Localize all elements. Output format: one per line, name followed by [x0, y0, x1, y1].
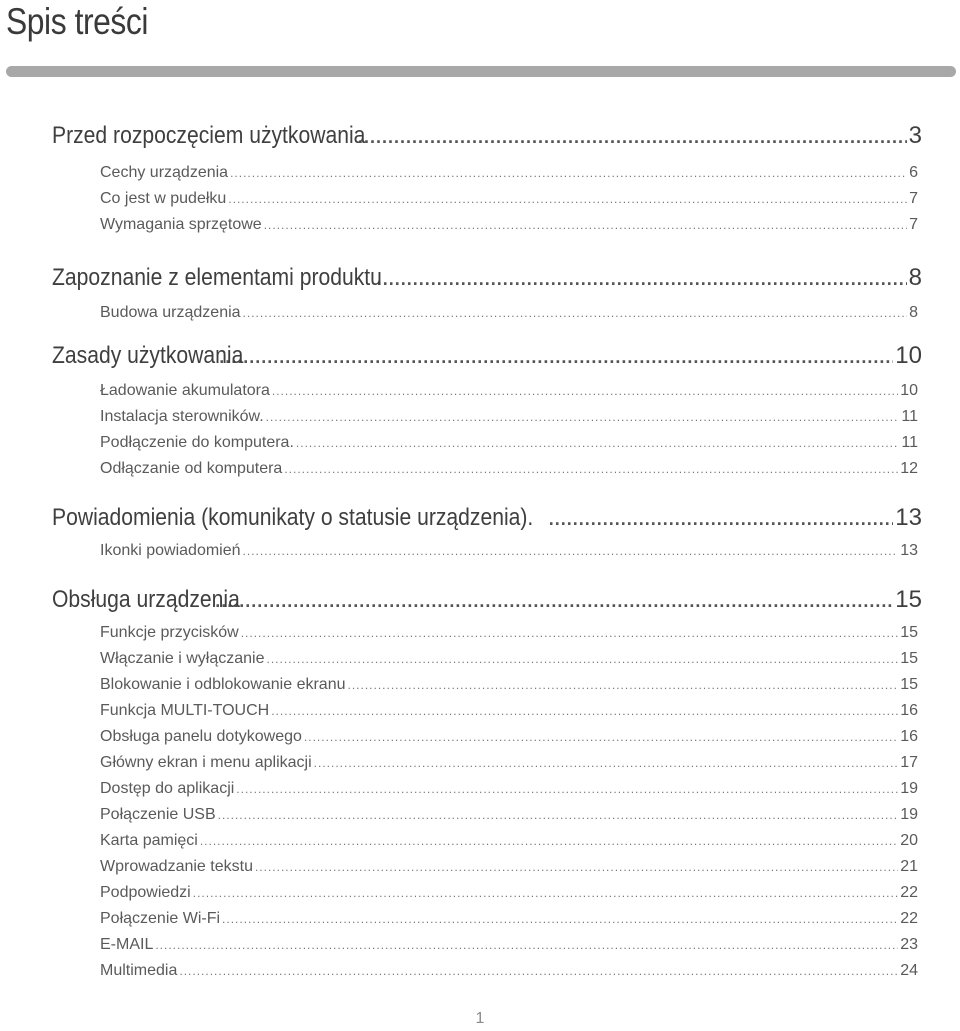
toc-entry-page: 12	[900, 460, 918, 477]
dot-leader	[296, 436, 899, 450]
toc-subsection-entry[interactable]	[100, 624, 918, 648]
toc-entry-label: Cechy urządzenia	[100, 164, 229, 181]
toc-subsection-entry[interactable]	[100, 408, 918, 432]
dot-leader	[222, 912, 898, 926]
toc-entry-page: 7	[909, 190, 918, 207]
dot-leader	[255, 860, 898, 874]
toc-entry-label: Główny ekran i menu aplikacji	[100, 754, 312, 771]
toc-entry-page: 23	[900, 936, 918, 953]
toc-entry-page: 16	[900, 702, 918, 719]
dot-leader	[266, 410, 900, 424]
toc-entry-page: 15	[900, 676, 918, 693]
dot-leader	[243, 544, 899, 558]
toc-entry-label: Powiadomienia (komunikaty o statusie urządzenia).	[52, 504, 534, 531]
dot-leader	[218, 808, 899, 822]
toc-entry-page: 11	[901, 434, 918, 451]
toc-entry-label: Blokowanie i odblokowanie ekranu	[100, 676, 346, 693]
toc-entry-label: Ikonki powiadomień	[100, 542, 241, 559]
toc-entry-label: Wprowadzanie tekstu	[100, 858, 253, 875]
toc-subsection-entry[interactable]	[100, 460, 918, 484]
toc-entry-label: Zasady użytkowania	[52, 342, 244, 369]
toc-entry-label: Funkcje przycisków	[100, 624, 239, 641]
toc-entry-label: Ładowanie akumulatora	[100, 382, 270, 399]
dot-leader	[241, 626, 899, 640]
toc-entry-page: 8	[909, 304, 918, 321]
toc-entry-page: 24	[900, 962, 918, 979]
toc-subsection-entry[interactable]	[100, 962, 918, 986]
toc-subsection-entry[interactable]	[100, 382, 918, 406]
toc-entry-label: Połączenie Wi-Fi	[100, 910, 221, 927]
toc-subsection-entry[interactable]	[100, 650, 918, 674]
toc-entry-page: 16	[900, 728, 918, 745]
dot-leader	[314, 756, 899, 770]
toc-subsection-entry[interactable]	[100, 676, 918, 700]
toc-subsection-entry[interactable]	[100, 190, 918, 214]
toc-entry-label: Co jest w pudełku	[100, 190, 227, 207]
toc-entry-label: Podpowiedzi	[100, 884, 191, 901]
toc-entry-label: Budowa urządzenia	[100, 304, 241, 321]
toc-section-entry[interactable]	[52, 586, 922, 620]
toc-subsection-entry[interactable]	[100, 858, 918, 882]
toc-section-entry[interactable]	[52, 504, 922, 538]
toc-entry-page: 10	[895, 342, 922, 369]
dot-leader	[264, 218, 907, 232]
dot-leader	[348, 678, 899, 692]
toc-subsection-entry[interactable]	[100, 164, 918, 188]
toc-subsection-entry[interactable]	[100, 832, 918, 856]
toc-subsection-entry[interactable]	[100, 780, 918, 804]
dot-leader	[215, 591, 893, 612]
dot-leader	[284, 462, 898, 476]
toc-entry-page: 19	[900, 806, 918, 823]
toc-section-entry[interactable]	[52, 264, 922, 298]
toc-entry-page: 7	[909, 216, 918, 233]
toc-subsection-entry[interactable]	[100, 542, 918, 566]
toc-subsection-entry[interactable]	[100, 806, 918, 830]
toc-entry-label: Wymagania sprzętowe	[100, 216, 262, 233]
dot-leader	[267, 652, 899, 666]
toc-entry-label: Karta pamięci	[100, 832, 198, 849]
toc-entry-page: 8	[908, 264, 922, 291]
toc-entry-page: 15	[900, 624, 918, 641]
toc-entry-page: 20	[900, 832, 918, 849]
toc-subsection-entry[interactable]	[100, 702, 918, 726]
toc-entry-page: 21	[900, 858, 918, 875]
dot-leader	[200, 834, 898, 848]
page-title: Spis treści	[6, 1, 149, 42]
toc-entry-label: Połączenie USB	[100, 806, 216, 823]
toc-entry-page: 6	[909, 164, 918, 181]
toc-entry-label: E-MAIL	[100, 936, 154, 953]
toc-entry-label: Włączanie i wyłączanie	[100, 650, 265, 667]
toc-entry-page: 17	[900, 754, 918, 771]
toc-entry-label: Multimedia	[100, 962, 178, 979]
toc-entry-page: 13	[900, 542, 918, 559]
toc-entry-page: 15	[900, 650, 918, 667]
toc-entry-label: Odłączanie od komputera	[100, 460, 283, 477]
dot-leader	[304, 730, 898, 744]
toc-subsection-entry[interactable]	[100, 884, 918, 908]
dot-leader	[179, 964, 898, 978]
toc-subsection-entry[interactable]	[100, 936, 918, 960]
dot-leader	[377, 269, 907, 290]
toc-subsection-entry[interactable]	[100, 434, 918, 458]
toc-entry-label: Funkcja MULTI-TOUCH	[100, 702, 270, 719]
toc-entry-page: 22	[900, 884, 918, 901]
toc-entry-page: 11	[901, 408, 918, 425]
toc-subsection-entry[interactable]	[100, 728, 918, 752]
toc-entry-label: Zapoznanie z elementami produktu	[52, 264, 382, 291]
toc-entry-page: 19	[900, 780, 918, 797]
toc-entry-page: 13	[895, 504, 922, 531]
toc-subsection-entry[interactable]	[100, 910, 918, 934]
toc-entry-page: 15	[895, 586, 922, 613]
page-number: 1	[475, 1010, 485, 1027]
dot-leader	[219, 347, 893, 368]
toc-entry-label: Przed rozpoczęciem użytkowania	[52, 122, 366, 149]
toc-subsection-entry[interactable]	[100, 216, 918, 240]
dot-leader	[230, 166, 907, 180]
toc-section-entry[interactable]	[52, 122, 922, 156]
dot-leader	[228, 192, 907, 206]
toc-entry-label: Instalacja sterowników.	[100, 408, 264, 425]
dot-leader	[272, 384, 898, 398]
toc-entry-page: 3	[908, 122, 922, 149]
dot-leader	[549, 509, 894, 530]
toc-entry-label: Obsługa urządzenia	[52, 586, 240, 613]
toc-entry-label: Obsługa panelu dotykowego	[100, 728, 302, 745]
toc-entry-label: Podłączenie do komputera.	[100, 434, 294, 451]
dot-leader	[243, 306, 908, 320]
toc-subsection-entry[interactable]	[100, 754, 918, 778]
dot-leader	[236, 782, 898, 796]
dot-leader	[358, 127, 907, 148]
toc-entry-page: 22	[900, 910, 918, 927]
dot-leader	[155, 938, 898, 952]
dot-leader	[271, 704, 898, 718]
toc-section-entry[interactable]	[52, 342, 922, 376]
toc-entry-page: 10	[900, 382, 918, 399]
toc-subsection-entry[interactable]	[100, 304, 918, 328]
toc-entry-label: Dostęp do aplikacji	[100, 780, 235, 797]
dot-leader	[193, 886, 898, 900]
